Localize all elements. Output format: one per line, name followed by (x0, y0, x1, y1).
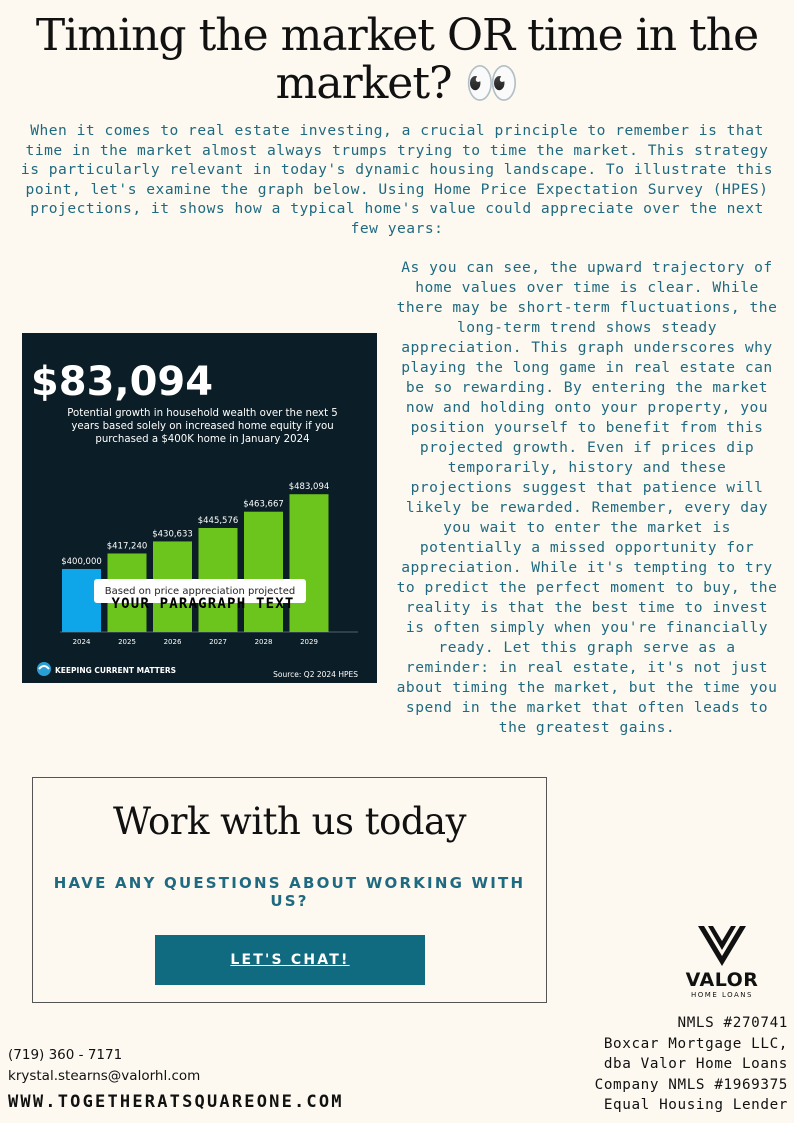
chart-tick-label: 2028 (254, 638, 273, 646)
valor-logo (670, 922, 774, 1002)
legal-line: NMLS #270741 (677, 1015, 788, 1031)
chart-tick-label: 2029 (300, 638, 318, 646)
legal-info (528, 1013, 788, 1116)
legal-line: Boxcar Mortgage LLC, (603, 1035, 788, 1052)
chart-note: Based on price appreciation projected (104, 586, 296, 597)
chart-value-label: $445,576 (197, 515, 239, 526)
chart-brand: KEEPING CURRENT MATTERS (55, 666, 177, 675)
chart-tick-label: 2027 (209, 638, 227, 646)
website-link[interactable]: WWW.TOGETHERATSQUAREONE.COM (8, 1092, 344, 1112)
chart-subtitle: Potential growth in household wealth over the next 5 years based solely on increased home equity if you purchased a $400K home in January 2024 (67, 408, 338, 445)
chart-value-label: $417,240 (106, 541, 148, 552)
cta-question: HAVE ANY QUESTIONS ABOUT WORKING WITH US? (53, 874, 526, 910)
bar-chart (22, 333, 377, 683)
side-paragraph: As you can see, the upward trajectory of home values over time is clear. While there may be short-term fluctuations, the long-term trend shows steady appreciation. This graph underscores why playing the long game in real estate can be so rewarding. By entering the market now and holding onto your property, you position yourself to benefit from this projected growth. Even if prices dip temporarily, history and these projections suggest that patience will likely be rewarded. Remember, every day you wait to enter the market is potentially a missed opportunity for appreciation. While it's tempting to try to predict the perfect moment to buy, the reality is that the best time to invest is often simply when you're financially ready. Let this graph serve as a reminder: in real estate, it's not just about timing the market, but the time you spend in the market that often leads to the greatest gains. (396, 259, 778, 736)
intro-paragraph: When it comes to real estate investing, a crucial principle to remember is that time in the market almost always trumps trying to time the market. This strategy is particularly relevant in today's dynamic housing landscape. To illustrate this point, let's examine the graph below. Using Home Price Expectation Survey (HPES) projections, it shows how a typical home's value could appreciate over the next few years: (20, 122, 774, 237)
chart-value-label: $483,094 (288, 482, 330, 493)
cta-title: Work with us today (113, 800, 466, 843)
placeholder-paragraph-text: YOUR PARAGRAPH TEXT (111, 596, 295, 612)
valor-v-icon (670, 922, 774, 968)
chart-value-label: $430,633 (152, 529, 193, 540)
chart-card (22, 333, 377, 683)
legal-line: dba Valor Home Loans (603, 1056, 788, 1072)
chart-headline: $83,094 (30, 359, 214, 405)
logo-name: VALOR (685, 969, 759, 991)
chart-tick-label: 2024 (72, 638, 91, 646)
chart-bar (244, 512, 283, 632)
chart-source: Source: Q2 2024 HPES (273, 670, 358, 679)
cta-box (32, 777, 547, 1003)
phone-number[interactable]: (719) 360 - 7171 (8, 1047, 123, 1063)
chart-value-label: $463,667 (243, 499, 284, 510)
legal-line: Equal Housing Lender (603, 1097, 788, 1113)
chart-tick-label: 2026 (163, 638, 182, 646)
keeping-current-matters-logo (37, 662, 176, 676)
chart-value-label: $400,000 (61, 557, 102, 567)
chart-tick-label: 2025 (118, 638, 136, 646)
legal-line: Company NMLS #1969375 (594, 1076, 788, 1093)
page-title: Timing the market OR time in the market? 👀 (35, 10, 759, 109)
logo-subtitle: HOME LOANS (691, 991, 753, 999)
contact-info (8, 1045, 200, 1087)
email-address[interactable]: krystal.stearns@valorhl.com (8, 1068, 201, 1084)
lets-chat-button[interactable]: LET'S CHAT! (155, 935, 425, 985)
